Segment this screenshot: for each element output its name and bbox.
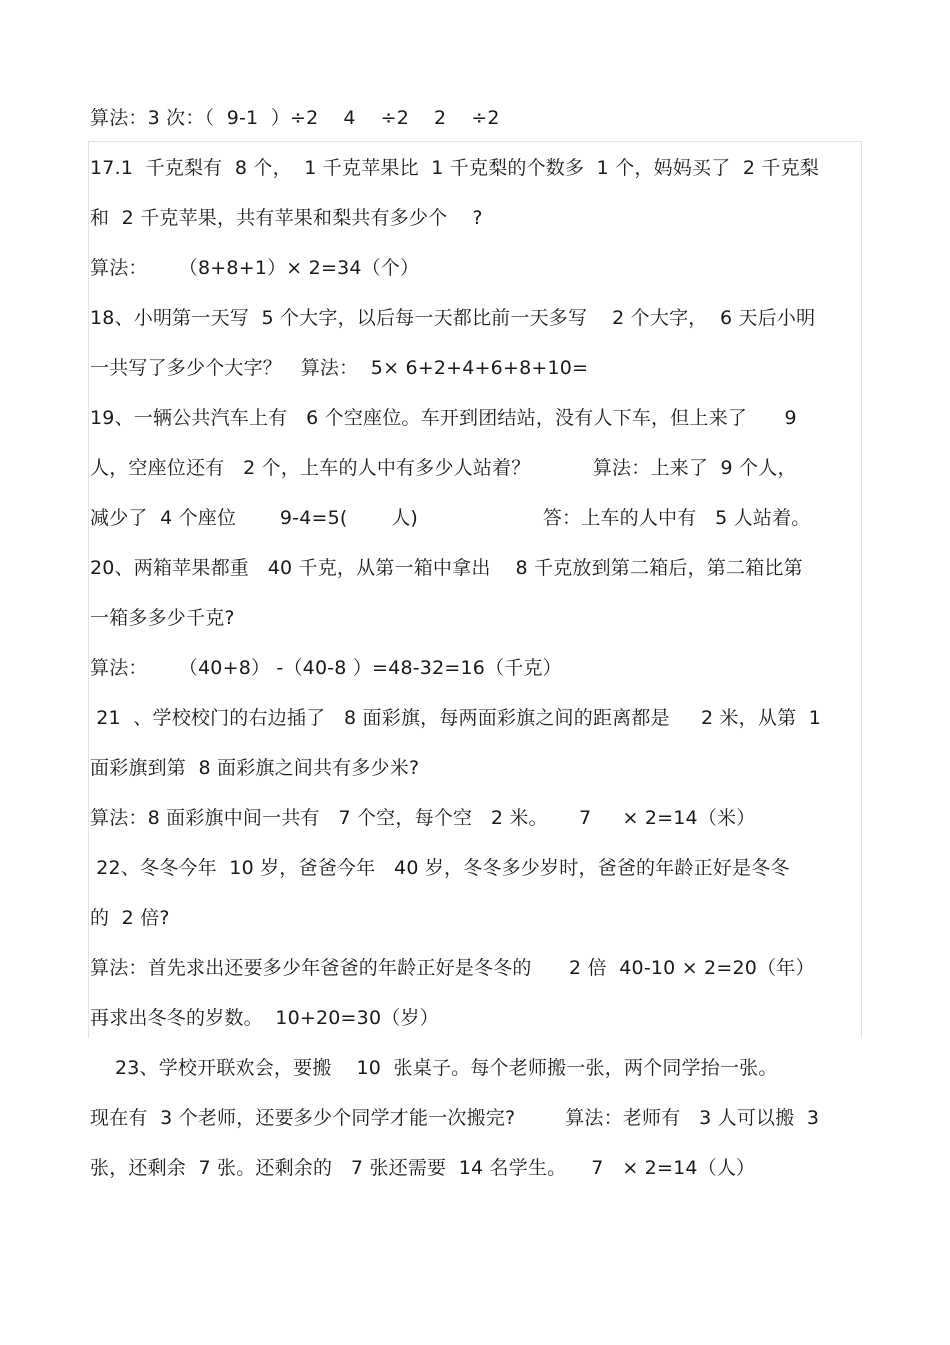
text-line: 算法： （8+8+1）× 2=34（个）: [90, 257, 420, 279]
text-line: 减少了 4 个座位 9-4=5( 人) 答：上车的人中有 5 人站着。: [90, 507, 811, 529]
text-line: 20、两箱苹果都重 40 千克，从第一箱中拿出 8 千克放到第二箱后，第二箱比第: [90, 557, 803, 579]
text-line: 张，还剩余 7 张。还剩余的 7 张还需要 14 名学生。 7 × 2=14（人）: [90, 1157, 756, 1179]
text-line: 17.1 千克梨有 8 个， 1 千克苹果比 1 千克梨的个数多 1 个，妈妈买了 2 千克梨: [90, 157, 820, 179]
text-line: 和 2 千克苹果，共有苹果和梨共有多少个 ?: [90, 207, 483, 229]
text-line: 算法： （40+8） -（40-8 ）=48-32=16（千克）: [90, 657, 562, 679]
text-line: 的 2 倍?: [90, 907, 170, 929]
text-line: 一箱多多少千克?: [90, 607, 235, 629]
text-line: 一共写了多少个大字？ 算法： 5× 6+2+4+6+8+10=: [90, 357, 589, 379]
text-line: 算法：8 面彩旗中间一共有 7 个空，每个空 2 米。 7 × 2=14（米）: [90, 807, 756, 829]
text-line: 现在有 3 个老师，还要多少个同学才能一次搬完? 算法：老师有 3 人可以搬 3: [90, 1107, 820, 1129]
text-line: 面彩旗到第 8 面彩旗之间共有多少米?: [90, 757, 420, 779]
text-line: 21 、学校校门的右边插了 8 面彩旗，每两面彩旗之间的距离都是 2 米，从第 1: [90, 707, 822, 729]
text-line: 22、冬冬今年 10 岁，爸爸今年 40 岁，冬冬多少岁时，爸爸的年龄正好是冬冬: [90, 857, 790, 879]
text-line: 算法：首先求出还要多少年爸爸的年龄正好是冬冬的 2 倍 40-10 × 2=20（年）: [90, 957, 815, 979]
text-line: 算法：3 次：（ 9-1 ）÷2 4 ÷2 2 ÷2: [90, 107, 500, 129]
text-line: 18、小明第一天写 5 个大字，以后每一天都比前一天多写 2 个大字， 6 天后小明: [90, 307, 816, 329]
text-line: 19、一辆公共汽车上有 6 个空座位。车开到团结站，没有人下车，但上来了 9: [90, 407, 797, 429]
text-line: 人，空座位还有 2 个，上车的人中有多少人站着？ 算法：上来了 9 个人，: [90, 457, 797, 479]
text-line: 23、学校开联欢会，要搬 10 张桌子。每个老师搬一张，两个同学抬一张。: [90, 1057, 778, 1079]
text-line: 再求出冬冬的岁数。 10+20=30（岁）: [90, 1007, 439, 1029]
